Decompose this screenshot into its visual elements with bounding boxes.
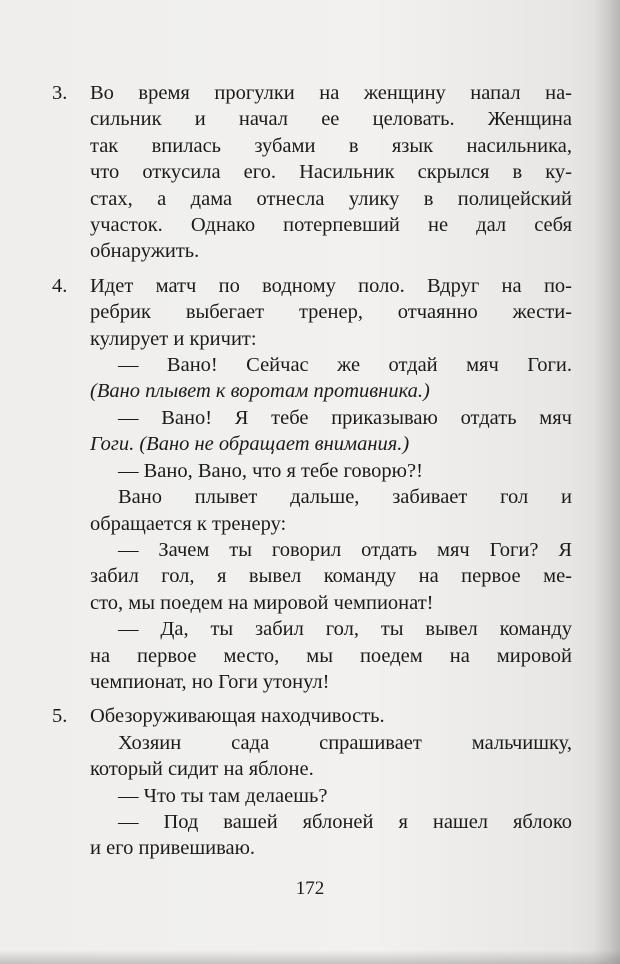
joke-item-5 xyxy=(52,703,572,861)
text-line: сильник и начал ее целовать. Женщина xyxy=(90,108,572,131)
item-number: 3. xyxy=(52,82,68,104)
dialogue-line: — Вано! Сейчас же отдай мяч Гоги. xyxy=(118,354,572,377)
page-text xyxy=(52,80,572,870)
dialogue-line: — Да, ты забил гол, ты вывел команду xyxy=(118,618,572,641)
page-edge-shadow xyxy=(594,0,620,964)
dialogue-line: — Зачем ты говорил отдать мяч Гоги? Я xyxy=(118,538,572,561)
italic-remark: (Вано плывет к воротам противника.) xyxy=(90,380,430,403)
italic-remark: Гоги. (Вано не обращает внимания.) xyxy=(90,433,410,456)
dialogue-line: — Что ты там делаешь? xyxy=(118,784,328,807)
text-line: участок. Однако потерпевший не дал себя xyxy=(90,214,572,237)
dialogue-line: — Вано, Вано, что я тебе говорю?! xyxy=(118,459,423,482)
text-line: так впилась зубами в язык насильника, xyxy=(90,134,572,157)
text-line: и его привешиваю. xyxy=(90,837,256,860)
text-line: Обезоруживающая находчивость. xyxy=(90,705,385,728)
item-number: 4. xyxy=(52,274,68,297)
text-line: забил гол, я вывел команду на первое ме- xyxy=(90,565,572,588)
text-line: обнаружить. xyxy=(90,240,200,263)
text-line: кулирует и кричит: xyxy=(90,327,257,350)
text-line: который сидит на яблоне. xyxy=(90,758,314,781)
text-line: Во время прогулки на женщину напал на- xyxy=(90,82,572,104)
dialogue-line: — Под вашей яблоней я нашел яблоко xyxy=(118,810,572,833)
text-line: Идет матч по водному поло. Вдруг на по- xyxy=(90,274,572,297)
text-line: стах, а дама отнесла улику в полицейский xyxy=(90,187,572,210)
text-line: Вано плывет дальше, забивает гол и xyxy=(118,486,572,509)
text-line: сто, мы поедем на мировой чемпионат! xyxy=(90,591,434,614)
joke-item-3 xyxy=(52,80,572,265)
joke-item-4 xyxy=(52,273,572,696)
text-line: Хозяин сада спрашивает мальчишку, xyxy=(118,731,572,754)
text-line: что откусила его. Насильник скрылся в ку- xyxy=(90,161,572,184)
text-line: на первое место, мы поедем на мировой xyxy=(90,644,572,667)
text-line: чемпионат, но Гоги утонул! xyxy=(90,670,330,693)
dialogue-line: — Вано! Я тебе приказываю отдать мяч xyxy=(118,406,572,429)
page-number: 172 xyxy=(295,878,325,899)
text-line: обращается к тренеру: xyxy=(90,512,287,535)
page-bottom-shadow xyxy=(0,950,620,964)
text-line: ребрик выбегает тренер, отчаянно жести- xyxy=(90,301,572,324)
item-number: 5. xyxy=(52,705,68,728)
